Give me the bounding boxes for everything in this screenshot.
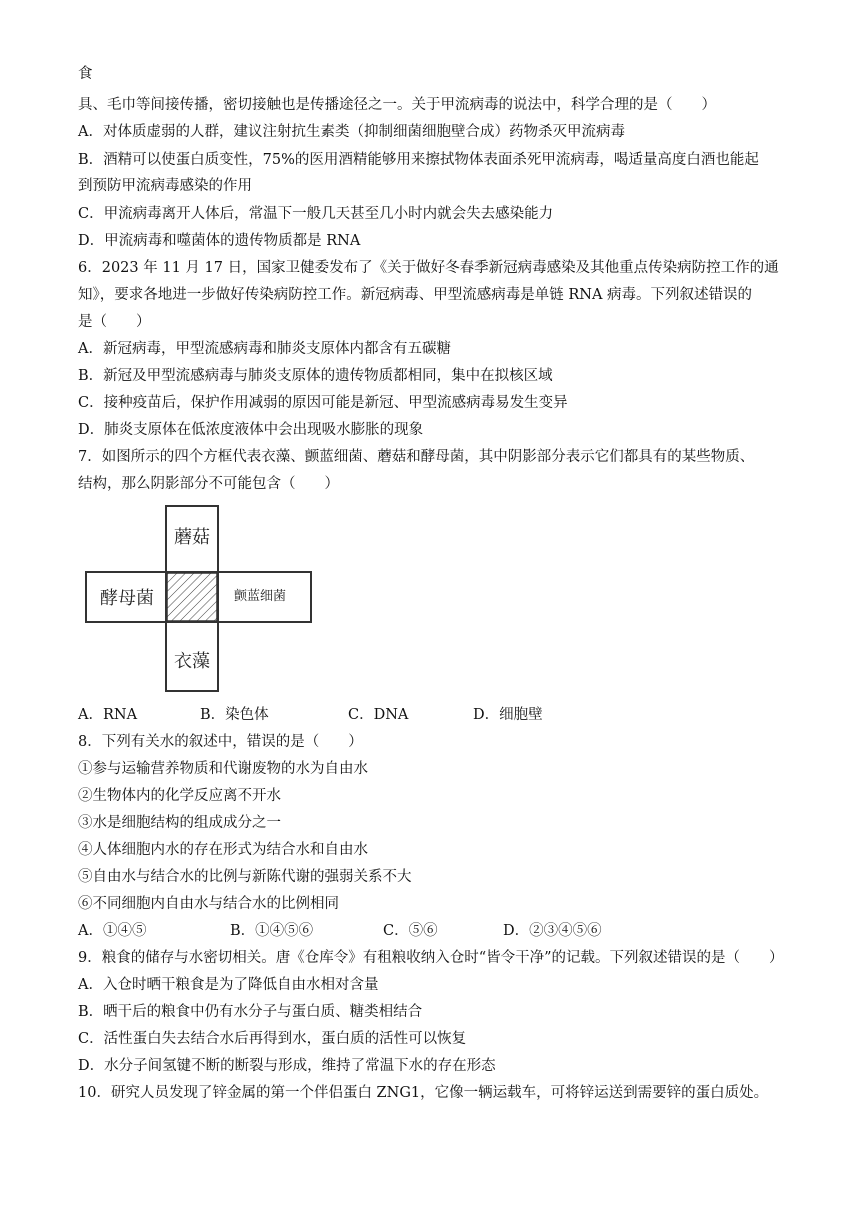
q9-option-c: C．活性蛋白失去结合水后再得到水，蛋白质的活性可以恢复 [78,1031,467,1047]
question-9-stem: 9．粮食的储存与水密切相关。唐《仓库令》有租粮收纳入仓时“皆令干净”的记载。下列叙述错误的是（ ） [78,950,784,966]
question-7-stem: 7．如图所示的四个方框代表衣藻、颤蓝细菌、蘑菇和酵母菌，其中阴影部分表示它们都具有的某些物质、 [78,449,755,465]
q7-option-d: D．细胞壁 [473,707,543,723]
q8-option-b: B．①④⑤⑥ [230,923,314,939]
label-mushroom: 蘑菇 [174,527,210,548]
q6-option-d: D．肺炎支原体在低浓度液体中会出现吸水膨胀的现象 [78,422,424,438]
q5-option-b-cont: 到预防甲流病毒感染的作用 [78,178,252,194]
q9-option-a: A．入仓时晒干粮食是为了降低自由水相对含量 [78,977,379,993]
q5-option-c: C．甲流病毒离开人体后，常温下一般几天甚至几小时内就会失去感染能力 [78,206,554,222]
q8-statement-3: ③水是细胞结构的组成成分之一 [78,815,281,831]
q5-option-d: D．甲流病毒和噬菌体的遗传物质都是 RNA [78,233,361,249]
q8-statement-2: ②生物体内的化学反应离不开水 [78,788,281,804]
question-6-stem-end: 是（ ） [78,314,151,330]
q8-statement-5: ⑤自由水与结合水的比例与新陈代谢的强弱关系不大 [78,869,412,885]
cross-diagram [80,500,320,695]
question-10-stem: 10．研究人员发现了锌金属的第一个伴侣蛋白 ZNG1，它像一辆运载车，可将锌运送到需要锌的蛋白质处。 [78,1085,769,1101]
question-6-stem-cont: 知》，要求各地进一步做好传染病防控工作。新冠病毒、甲型流感病毒是单链 RNA 病毒。下列叙述错误的 [78,287,753,303]
question-8-stem: 8．下列有关水的叙述中，错误的是（ ） [78,734,363,750]
question-6-stem: 6．2023 年 11 月 17 日，国家卫健委发布了《关于做好冬春季新冠病毒感染及其他重点传染病防控工作的通 [78,260,779,276]
text-line: 食 [78,66,93,82]
q7-option-b: B．染色体 [200,707,269,723]
q8-option-d: D．②③④⑤⑥ [503,923,602,939]
label-yeast: 酵母菌 [100,588,154,609]
q8-option-c: C．⑤⑥ [383,923,438,939]
q6-option-b: B．新冠及甲型流感病毒与肺炎支原体的遗传物质都相同，集中在拟核区域 [78,368,553,384]
q5-option-a: A．对体质虚弱的人群，建议注射抗生素类（抑制细菌细胞壁合成）药物杀灭甲流病毒 [78,124,625,140]
question-7-stem-cont: 结构，那么阴影部分不可能包含（ ） [78,476,339,492]
label-cyanobacteria: 颤蓝细菌 [233,589,287,604]
q7-options [78,705,838,725]
q8-statement-6: ⑥不同细胞内自由水与结合水的比例相同 [78,896,339,912]
question-5-stem: 具、毛巾等间接传播，密切接触也是传播途径之一。关于甲流病毒的说法中，科学合理的是（ ） [78,97,716,113]
q9-option-d: D．水分子间氢键不断的断裂与形成，维持了常温下水的存在形态 [78,1058,496,1074]
shaded-overlap [167,573,217,621]
cross-diagram-svg [80,500,320,695]
q8-statement-4: ④人体细胞内水的存在形式为结合水和自由水 [78,842,368,858]
q8-options [78,921,838,941]
q9-option-b: B．晒干后的粮食中仍有水分子与蛋白质、糖类相结合 [78,1004,423,1020]
q6-option-c: C．接种疫苗后，保护作用减弱的原因可能是新冠、甲型流感病毒易发生变异 [78,395,568,411]
q6-option-a: A．新冠病毒，甲型流感病毒和肺炎支原体内都含有五碳糖 [78,341,451,357]
q5-option-b: B．酒精可以使蛋白质变性，75%的医用酒精能够用来擦拭物体表面杀死甲流病毒，喝适量高度白酒也能起 [78,152,759,168]
q8-statement-1: ①参与运输营养物质和代谢废物的水为自由水 [78,761,368,777]
q8-option-a: A．①④⑤ [78,923,147,939]
q7-option-a: A．RNA [78,707,138,723]
label-chlamydomonas: 衣藻 [174,651,210,672]
q7-option-c: C．DNA [348,707,409,723]
